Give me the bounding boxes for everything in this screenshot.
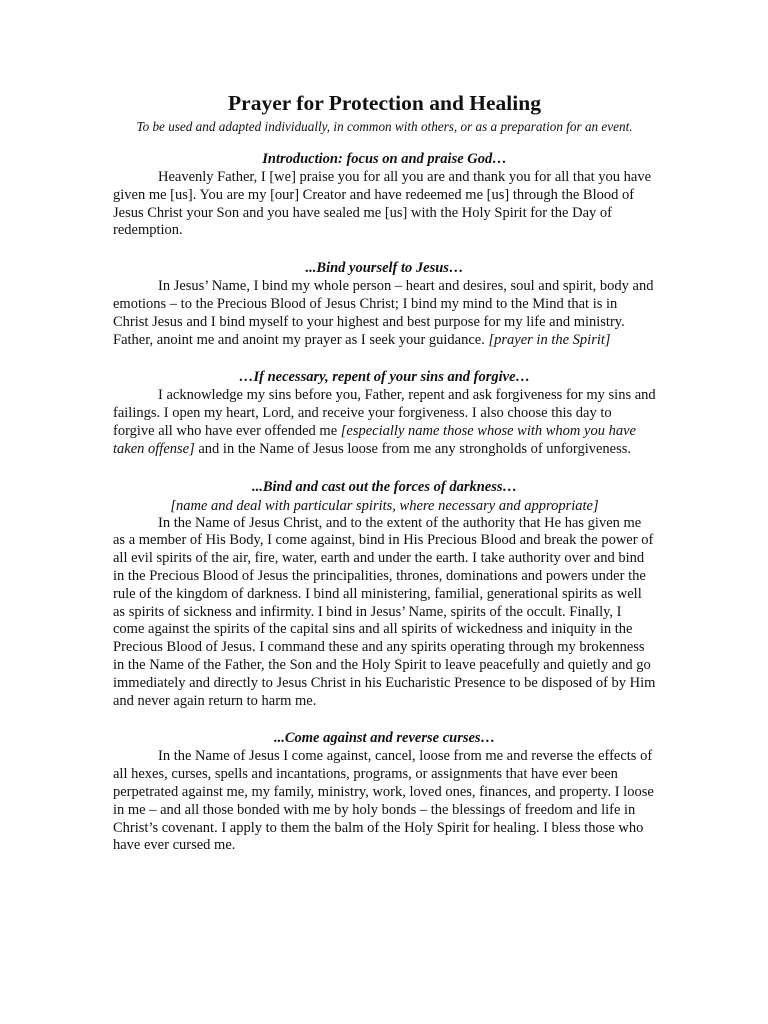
section-heading: ...Bind and cast out the forces of darkness… (251, 478, 518, 495)
section-heading: ...Come against and reverse curses… (273, 730, 496, 747)
section-reverse-curses (113, 729, 656, 855)
section-body (113, 387, 656, 458)
section-heading: …If necessary, repent of your sins and forgive… (238, 369, 531, 386)
section-body (113, 169, 656, 240)
section-repent-forgive (113, 368, 656, 458)
section-introduction (113, 150, 656, 240)
section-body (113, 515, 656, 711)
section-text: In Jesus’ Name, I bind my whole person – heart and desires, soul and spirit, body and emotions – to the Precious Blood of Jesus Christ; I bind my mind to the Mind that is in Christ Jesus and I bind myself to your highest and best purpose for my life and ministry. Father, anoint me and anoint my prayer as I seek your guidance. (113, 278, 654, 348)
section-heading: ...Bind yourself to Jesus… (305, 260, 464, 277)
section-heading: Introduction: focus on and praise God… (262, 151, 507, 167)
section-text: In the Name of Jesus I come against, cancel, loose from me and reverse the effects of all hexes, curses, spells and incantations, programs, or assignments that have ever been perpetrated against me, my family, ministry, work, loved ones, finances, and property. I loose in me – and all those bonded with me by holy bonds – the blessings of freedom and life in Christ’s covenant. I apply to them the balm of the Holy Spirit for healing. I bless those who have ever cursed me. (113, 748, 654, 854)
subtitle: To be used and adapted individually, in common with others, or as a preparation for an event. (136, 119, 633, 134)
page-title: Prayer for Protection and Healing (228, 91, 541, 115)
section-cast-out-darkness (113, 478, 656, 711)
section-text-tail: and in the Name of Jesus loose from me any strongholds of unforgiveness. (194, 440, 632, 457)
section-italic-note: [prayer in the Spirit] (488, 331, 611, 348)
section-italic-note: [especially name those whose with whom you have taken offense] (113, 422, 636, 457)
section-text: In the Name of Jesus Christ, and to the extent of the authority that He has given me as a member of His Body, I come against, bind in His Precious Blood and break the power of all evil spirits of the air, fire, water, earth and under the earth. I take authority over and bind in the Precious Blood of Jesus the principalities, thrones, dominations and powers under the rule of the kingdom of darkness. I bind all ministering, familial, generational spirits as well as spirits of sickness and infirmity. I bind in Jesus’ Name, spirits of the occult. Finally, I come against the spirits of the capital sins and all spirits of wickedness and iniquity in the Precious Blood of Jesus. I command these and any spirits operating through my brokenness in the Name of the Father, the Son and the Holy Spirit to leave peacefully and quietly and go immediately and directly to Jesus Christ in his Eucharistic Presence to be disposed of by Him and never again return to harm me. (113, 514, 656, 709)
section-body (113, 748, 656, 855)
section-text: I acknowledge my sins before you, Father, repent and ask forgiveness for my sins and failings. I open my heart, Lord, and receive your forgiveness. I also choose this day to forgive all who have ever offended me (113, 387, 656, 439)
section-body (113, 278, 656, 349)
section-instruction-note: [name and deal with particular spirits, where necessary and appropriate] (170, 497, 599, 514)
section-bind-yourself (113, 259, 656, 349)
section-text: Heavenly Father, I [we] praise you for all you are and thank you for all that you have given me [us]. You are my [our] Creator and have redeemed me [us] through the Blood of Jesus Christ your Son and you have sealed me [us] with the Holy Spirit for the Day of redemption. (113, 169, 652, 239)
